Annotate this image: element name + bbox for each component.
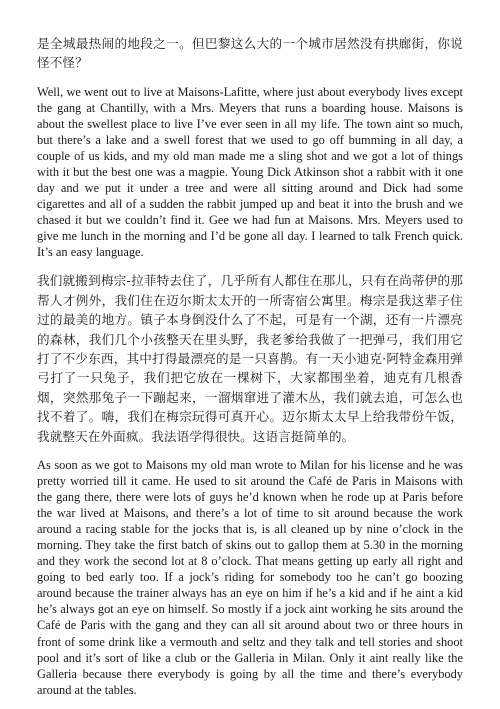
paragraph-english-2: As soon as we got to Maisons my old man wrote to Milan for his license and he was pretty worried till it came. He used to sit around the Café de Paris in Maisons with the gang there, there were lots of guys he’d known when he rode up at Paris before the war lived at Maisons, and there’s a lot of time to sit around because the work around a racing stable for the jocks that is, is all cleaned up by nine o’clock in the morning. They take the first batch of skins out to gallop them at 5.30 in the morning and they work the second lot at 8 o’clock. That means getting up early all right and going to bed early too. If a jock’s riding for somebody too he can’t go boozing around because the trainer always has an eye on him if he’s a kid and if he aint a kid he’s always got an eye on himself. So mostly if a jock aint working he sits around the Café de Paris with the gang and they can all sit around about two or three hours in front of some drink like a vermouth and seltz and they talk and tell stories and shoot pool and it’s sort of like a club or the Galleria in Milan. Only it aint really like the Galleria because there everybody is going by all the time and there’s everybody around at the tables. bbox=[37, 457, 463, 697]
paragraph-chinese-1: 是全城最热闹的地段之一。但巴黎这么大的一个城市居然没有拱廊街，你说怪不怪？ bbox=[37, 36, 463, 71]
document-page bbox=[37, 34, 463, 709]
paragraph-english-1: Well, we went out to live at Maisons-Lafitte, where just about everybody lives except the gang at Chantilly, with a Mrs. Meyers that runs a boarding house. Maisons is about the swellest place to live I’ve ever seen in all my life. The town aint so much, but there’s a lake and a swell forest that we used to go off bumming in all day, a couple of us kids, and my old man made me a sling shot and we got a lot of things with it but the best one was a magpie. Young Dick Atkinson shot a rabbit with it one day and we put it under a tree and were all sitting around and Dick had some cigarettes and all of a sudden the rabbit jumped up and beat it into the brush and we chased it but we couldn’t find it. Gee we had fun at Maisons. Mrs. Meyers used to give me lunch in the morning and I’d be gone all day. I learned to talk French quick. It’s an easy language. bbox=[37, 84, 463, 260]
paragraph-chinese-2: 我们就搬到梅宗-拉菲特去住了，几乎所有人都住在那儿，只有在尚蒂伊的那帮人才例外，我们住在迈尔斯太太开的一所寄宿公寓里。梅宗是我这辈子住过的最美的地方。镇子本身倒没什么了不起，可是有一个湖，还有一片漂亮的森林，我们几个小孩整天在里头野，我老爹给我做了一把弹弓，我们用它打了不少东西，其中打得最漂亮的是一只喜鹊。有一天小迪克·阿特金森用弹弓打了一只兔子，我们把它放在一棵树下，大家都围坐着，迪克有几根香烟，突然那兔子一下蹦起来，一溜烟窜进了灌木丛，我们就去追，可怎么也找不着了。嗨，我们在梅宗玩得可真开心。迈尔斯太太早上给我带份午饭，我就整天在外面疯。我法语学得很快。这语言挺简单的。 bbox=[37, 273, 463, 444]
